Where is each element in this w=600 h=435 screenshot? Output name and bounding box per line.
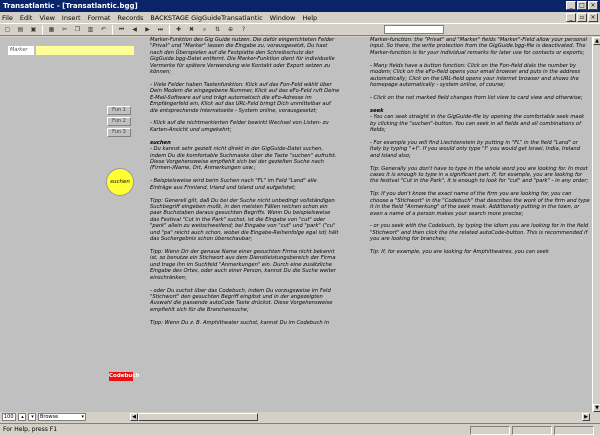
mode-value: Browse (40, 414, 59, 420)
german-column (150, 37, 340, 333)
fun3-button[interactable]: Fun 3 (107, 128, 131, 137)
menu-bar (0, 12, 600, 23)
document-area (0, 37, 592, 412)
en-heading-seek: seek (370, 107, 384, 114)
menu-file[interactable]: File (2, 13, 13, 22)
scroll-thumb[interactable] (138, 413, 258, 421)
delete-record-icon[interactable]: ✖ (188, 26, 195, 33)
paste-icon[interactable]: ▥ (87, 26, 94, 33)
menu-view[interactable]: View (39, 13, 55, 22)
marker-label: Marker (8, 46, 34, 55)
next-record-icon[interactable]: ▶ (145, 26, 150, 33)
chevron-down-icon: ▾ (81, 414, 84, 420)
de-tipp-1: Tipp: Generell gilt, daß Du bei der Suche nicht unbedingt vollständigen Suchbegriff eingeben mußt, in den meisten Fällen reichen schon ein paar Buchstaben daraus gesuchten Begriffs. Wenn Du beispielsweise das Festival "Cut in the Park" suchst, ist die Eingabe von "cut" oder "park" allein zu weitschweifend; bei Eingabe von "cut" und "park" ("cu" und "pa" reicht auch schon, wobei die Eingabe-Reihenfolge egal ist) hält das Suchergebnis schon überschaubar; (150, 197, 339, 243)
en-tip-3: Tip: If, for example, you are looking for Amphitheatres, you can seek (370, 249, 549, 256)
scroll-up-icon[interactable]: ▲ (593, 37, 600, 45)
de-heading-suchen: suchen (150, 139, 171, 146)
codebuch-button[interactable]: Codebuch (109, 373, 140, 379)
status-cell (470, 426, 510, 435)
maximize-button[interactable]: □ (577, 1, 587, 10)
prev-record-icon[interactable]: ◀ (132, 26, 137, 33)
menu-insert[interactable]: Insert (61, 13, 81, 22)
new-record-icon[interactable]: ✚ (175, 26, 182, 33)
suchen-button[interactable]: suchen (106, 168, 134, 196)
sort-icon[interactable]: ⇅ (214, 26, 221, 33)
mdi-close-button[interactable]: × (588, 13, 598, 22)
title-bar[interactable] (0, 0, 600, 12)
menu-window[interactable]: Window (269, 13, 296, 22)
de-paragraph-marker: Marker-Funktion des Gig Guide nutzen. Die dafür eingerichteten Felder "Privat" und "Marker" lassen die Eingabe zu, vorausgesetzt, Du hast nach den Überspielen auf die Festplatte den Schreibschutz der GigGuide.bgg-Datei entfernt. Die Marker-Funktion dient für individuelle Vermerke für spätere Verwendung wie Kontakt oder Export setzen zu können; (150, 37, 335, 76)
minimize-button[interactable]: _ (566, 1, 576, 10)
find-icon[interactable]: ⌕ (202, 26, 207, 33)
status-cell (512, 426, 552, 435)
vertical-scrollbar[interactable] (592, 37, 600, 412)
zoom-icon[interactable]: ⊕ (227, 26, 234, 33)
de-tipp-2: Tipp: Wenn Dir der genaue Name einer gesuchten Firma nicht bekannt ist, so benutze ein Stichwort aus dem Dienstleistungsbereich der Firma und trage ihn im Suchfeld "Anmerkungen" ein. Durch eine zusätzliche Eingabe des Ortes, oder auch einer Person, kannst Du die Suche weiter einschränken; (150, 248, 336, 281)
scroll-right-icon[interactable]: ▶ (582, 413, 590, 421)
status-bar (0, 423, 600, 435)
menu-edit[interactable]: Edit (19, 13, 33, 22)
left-panel (0, 37, 140, 412)
toolbar-field[interactable] (384, 25, 444, 34)
last-record-icon[interactable]: ⏭ (157, 26, 164, 33)
record-nav-icon[interactable]: ▴ (18, 413, 26, 421)
fun1-button[interactable]: Fun 1 (107, 106, 131, 115)
menu-format[interactable]: Format (87, 13, 111, 22)
menu-backstage[interactable]: BACKSTAGE GigGuideTransatlantic (150, 13, 263, 22)
marker-field[interactable] (36, 46, 134, 55)
de-tipp-3: Tipp: Wenn Du z. B. Amphitheater suchst, kannst Du im Codebuch in (150, 319, 330, 326)
menu-help[interactable]: Help (302, 13, 318, 22)
de-paragraph-search: - Du kannst sehr gezielt nicht direkt in der GigGuide-Datei suchen, indem Du die komfortable Suchmaske über die Taste "suchen" aufrufst. Diese Vorgehensweise empfiehlt sich bei der gezielten Suche nach (Firmen-)Name, Ort, Anmerkungen usw.; (150, 146, 337, 172)
scroll-down-icon[interactable]: ▼ (593, 404, 600, 412)
cut-icon[interactable]: ✂ (61, 26, 68, 33)
status-cell (554, 426, 594, 435)
de-paragraph-buttons: - Viele Felder haben Tastenfunktion: Klick auf das Fon-Feld wählt über Dein Modem die eingegebene Nummer, Klick auf das eFo-Feld ruft Deine E-Mail-Software auf und trägt automatisch die eFo-Adresse im Empfängerfeld ein, Klick auf das URL-Feld bringt Dich unmittelbar auf die entsprechende Internetseite - System online, vorausgesetzt; (150, 81, 340, 114)
new-icon[interactable]: ▢ (4, 26, 11, 33)
close-button[interactable]: × (588, 1, 598, 10)
en-paragraph-example: - For example you will find Liechtenstein by putting in "FL" in the field "Land" or Italy by typing "+I". If you would only type "I" you would get Israel, India, Ireland and Island also; (370, 139, 581, 159)
scroll-left-icon[interactable]: ◀ (130, 413, 138, 421)
menu-records[interactable]: Records (117, 13, 144, 22)
en-paragraph-buttons: - Many fields have a button function: Click on the Fon-field dials the number by modem; Click on the eFo-field opens your email browser and puts in the address automatically; Click on the URL-field opens your internet browser and shows the homepage automatically - system online, of course; (370, 62, 581, 88)
window-title: Transatlantic - [Transatlantic.bgg] (3, 2, 138, 10)
en-tip-1: Tip: Generally you don't have to type in the whole word you are looking for. In most cases it is enough to type in a significant part. If, for example, you are looking for the festival "Cut in the Park", it is enough to look for "cut" and "park" - in any order; (370, 165, 589, 185)
en-paragraph-marker: Marker-function: the "Privat" and "Marker" fields "Marker"-Field allow your personal input. So there, the write protection from the GigGuide.bgg-file is deactivated. The Marker-function is for your individual remarks for later use for contacts or exports; (370, 37, 588, 56)
en-paragraph-codebuch: - or you seek with the Codebuch, by typing the idiom you are looking for in the field "Stichwort" and then click the the related autoCode-button. This is recommended if you are looking for branches; (370, 223, 589, 243)
mdi-minimize-button[interactable]: _ (566, 13, 576, 22)
en-paragraph-search: - You can seek straight in the GigGuide-file by opening the comfortable seek mask by clicking the "suchen"-button. You can seek in all fields and all combinations of fields; (370, 114, 585, 133)
toolbar (0, 23, 600, 36)
print-icon[interactable]: ▦ (48, 26, 55, 33)
undo-icon[interactable]: ↶ (100, 26, 107, 33)
save-icon[interactable]: ▣ (30, 26, 37, 33)
de-paragraph-click: - Klick auf die nichtmarkierten Felder bewirkt Wechsel von Listen- zu Karten-Ansicht und umgekehrt; (150, 120, 329, 133)
english-column (370, 37, 590, 262)
record-nav-icon[interactable]: ▾ (28, 413, 36, 421)
de-paragraph-codebuch: - oder Du suchst über das Codebuch, indem Du vorzugsweise im Feld "Stichwort" den gesuchten Begriff eingibst und in der angezeigten Auswahl die passende autoCode Taste drückst. Diese Vorgehensweise empfiehlt sich für die Branchensuche; (150, 287, 333, 313)
status-message: For Help, press F1 (3, 426, 58, 433)
first-record-icon[interactable]: ⏮ (118, 26, 125, 33)
en-paragraph-click: - Click on the not marked field changes from list view to card view and otherwise; (370, 94, 583, 101)
copy-icon[interactable]: ❐ (74, 26, 81, 33)
mode-select[interactable] (38, 413, 86, 421)
en-tip-2: Tip: If you don't know the exact name of the firm you are looking for, you can choose a "Stichwort" in the "Codebuch" that describes the work of the firm and type it in the field "Anmerkung" of the seek mask. Additionally putting in the town, or even a name of a person makes your search more precise; (370, 191, 590, 217)
open-icon[interactable]: ▤ (17, 26, 24, 33)
de-paragraph-example: - Beispielsweise wird beim Suchen nach "FL" im Feld "Land" alle Einträge aus Finnland, Irland und Island und aufgelistet; (150, 178, 317, 191)
record-number[interactable]: 100 (2, 413, 16, 421)
help-icon[interactable]: ? (241, 26, 246, 33)
fun2-button[interactable]: Fun 2 (107, 117, 131, 126)
mdi-restore-button[interactable]: ▫ (577, 13, 587, 22)
horizontal-scrollbar[interactable] (130, 413, 590, 421)
